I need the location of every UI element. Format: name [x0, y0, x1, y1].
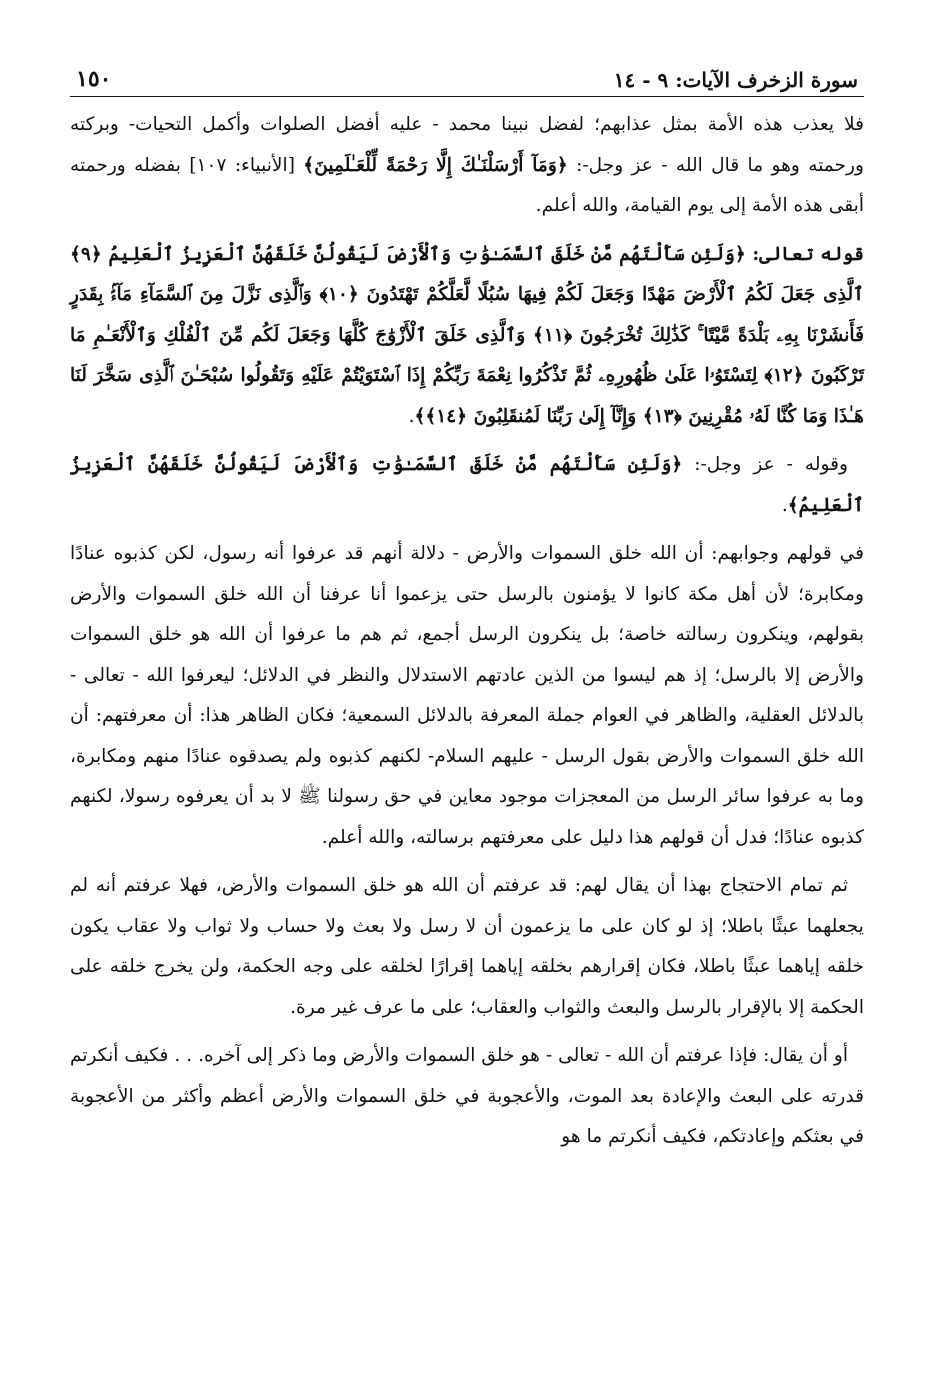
paragraph	[70, 235, 864, 438]
paragraph-text: وقوله - عز وجل-:	[682, 454, 848, 475]
running-title: سورة الزخرف الآيات: ٩ - ١٤	[613, 68, 858, 92]
paragraph-text: فلا يعذب هذه الأمة بمثل عذابهم؛ لفضل نبينا محمد - عليه أفضل الصلوات وأكمل التحيات- وبركته ورحمته وهو ما قال الله - عز وجل-:	[70, 114, 865, 176]
paragraph-text: ثم تمام الاحتجاج بهذا أن يقال لهم: قد عرفتم أن الله هو خلق السموات والأرض، فهلا عرفتم أنه لم يجعلهما عبثًا باطلا؛ إذ لو كان على ما يزعمون أن لا رسل ولا بعث ولا حساب ولا ثواب ولا عقاب يكون خلقه إياهما عبثًا باطلا، فكان إقرارهم بخلقه إياهما إقرارًا لخلقه على وجه الحكمة، ولن يخرج خلقه على الحكمة إلا بالإقرار بالرسل والبعث والثواب والعقاب؛ على ما عرف غير مرة.	[70, 875, 864, 1018]
paragraph	[70, 445, 864, 526]
paragraph	[70, 105, 864, 227]
paragraph-text: أو أن يقال: فإذا عرفتم أن الله - تعالى - هو خلق السموات والأرض وما ذكر إلى آخره. . . فكيف أنكرتم قدرته على البعث والإعادة بعد الموت، والأعجوبة في خلق السموات والأرض أعظم وأكثر من الأعجوبة في بعثكم وإعادتكم، فكيف أنكرتم ما هو	[70, 1045, 864, 1147]
paragraph	[70, 866, 864, 1028]
page-number: ١٥٠	[76, 66, 112, 92]
paragraph-text: في قولهم وجوابهم: أن الله خلق السموات والأرض - دلالة أنهم قد عرفوا أنه رسول، لكن كذبوه عنادًا ومكابرة؛ لأن أهل مكة كانوا لا يؤمنون بالرسل حتى يزعموا أنا عرفنا أن الله خلق السموات والأرض بقولهم، وينكرون رسالته خاصة؛ بل ينكرون الرسل أجمع، ثم هم ما عرفوا أن الله هو خلق السموات والأرض إلا بالرسل؛ إذ هم ليسوا من الذين عادتهم الاستدلال والنظر في الدلائل؛ ليعرفوا الله - تعالى - بالدلائل العقلية، والظاهر في العوام جملة المعرفة بالدلائل السمعية؛ فكان الظاهر هذا: أن معرفتهم: أن الله خلق السموات والأرض بقول الرسل - عليهم السلام- لكنهم كذبوه ولم يصدقوه عنادًا منهم ومكابرة، وما به عرفوا سائر الرسل من المعجزات موجود معاين في حق رسولنا ﷺ لا بد أن يعرفوه رسولا، لكنهم كذبوه عنادًا؛ فدل أن قولهم هذا دليل على معرفتهم برسالته، والله أعلم.	[70, 543, 864, 848]
paragraph-text: .	[781, 494, 788, 516]
quran-quote: ﴿وَلَئِن سَأَلْتَهُم مَّنْ خَلَقَ ٱلسَّمَـٰوَٰتِ وَٱلْأَرْضَ لَيَقُولُنَّ خَلَقَهُنَّ ٱلْعَزِيزُ ٱلْعَلِيمُ﴾	[70, 454, 864, 516]
paragraph	[70, 534, 864, 858]
paragraph-text: .	[408, 405, 415, 427]
page-header	[70, 56, 864, 97]
quran-quote: ﴿وَمَآ أَرْسَلْنَـٰكَ إِلَّا رَحْمَةً لِّلْعَـٰلَمِينَ﴾	[303, 154, 568, 176]
paragraph-text: [الأنبياء: ١٠٧] بفضله ورحمته أبقى هذه الأمة إلى يوم القيامة، والله أعلم.	[70, 154, 864, 216]
verse-label: قوله تعالى:	[745, 243, 864, 265]
body-text	[70, 105, 864, 1158]
quran-quote: ﴿وَلَئِن سَأَلْتَهُم مَّنْ خَلَقَ ٱلسَّمَـٰوَٰتِ وَٱلْأَرْضَ لَيَقُولُنَّ خَلَقَهُنَّ ٱلْعَزِيزُ ٱلْعَلِيمُ ﴿٩﴾ ٱلَّذِى جَعَلَ لَكُمُ ٱلْأَرْضَ مَهْدًا وَجَعَلَ لَكُمْ فِيهَا سُبُلًا لَّعَلَّكُمْ تَهْتَدُونَ ﴿١٠﴾ وَٱلَّذِى نَزَّلَ مِنَ ٱلسَّمَآءِ مَآءًۢ بِقَدَرٍ فَأَنشَرْنَا بِهِۦ بَلْدَةً مَّيْتًا ۚ كَذَٰلِكَ تُخْرَجُونَ ﴿١١﴾ وَٱلَّذِى خَلَقَ ٱلْأَزْوَٰجَ كُلَّهَا وَجَعَلَ لَكُم مِّنَ ٱلْفُلْكِ وَٱلْأَنْعَـٰمِ مَا تَرْكَبُونَ ﴿١٢﴾ لِتَسْتَوُۥا عَلَىٰ ظُهُورِهِۦ ثُمَّ تَذْكُرُوا نِعْمَةَ رَبِّكُمْ إِذَا ٱسْتَوَيْتُمْ عَلَيْهِ وَتَقُولُوا سُبْحَـٰنَ ٱلَّذِى سَخَّرَ لَنَا هَـٰذَا وَمَا كُنَّا لَهُۥ مُقْرِنِينَ ﴿١٣﴾ وَإِنَّآ إِلَىٰ رَبِّنَا لَمُنقَلِبُونَ ﴿١٤﴾﴾	[70, 243, 865, 427]
paragraph	[70, 1036, 864, 1158]
